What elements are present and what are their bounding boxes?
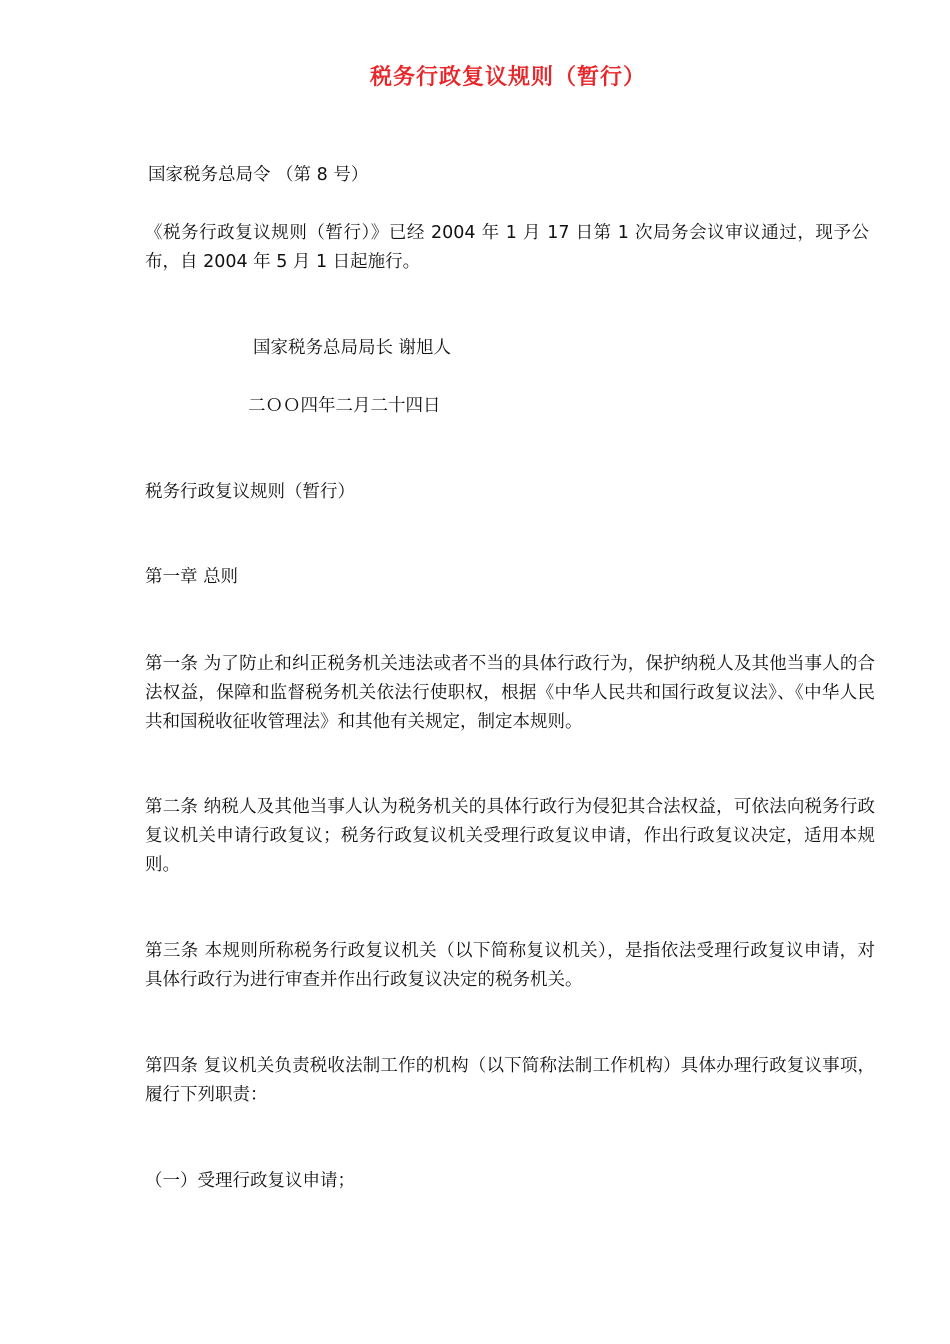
promulgation-paragraph: 《税务行政复议规则（暂行）》已经 2004 年 1 月 17 日第 1 次局务会议审议通过，现予公布，自 2004 年 5 月 1 日起施行。 (145, 223, 869, 272)
list-item-1: （一）受理行政复议申请； (145, 1171, 355, 1191)
article-3: 第三条 本规则所称税务行政复议机关（以下简称复议机关），是指依法受理行政复议申请，对具体行政行为进行审查并作出行政复议决定的税务机关。 (145, 941, 875, 990)
article-4: 第四条 复议机关负责税收法制工作的机构（以下简称法制工作机构）具体办理行政复议事项，履行下列职责： (145, 1056, 875, 1105)
article-2: 第二条 纳税人及其他当事人认为税务机关的具体行政行为侵犯其合法权益，可依法向税务行政复议机关申请行政复议；税务行政复议机关受理行政复议申请，作出行政复议决定，适用本规则。 (145, 797, 875, 875)
article-1: 第一条 为了防止和纠正税务机关违法或者不当的具体行政行为，保护纳税人及其他当事人的合法权益，保障和监督税务机关依法行使职权，根据《中华人民共和国行政复议法》、《中华人民共和国税收征收管理法》和其他有关规定，制定本规则。 (145, 654, 875, 732)
signing-date: 二ＯＯ四年二月二十四日 (248, 396, 441, 416)
signatory: 国家税务总局局长 谢旭人 (253, 338, 452, 358)
chapter-heading: 第一章 总则 (145, 567, 239, 587)
rules-title: 税务行政复议规则（暂行） (145, 482, 355, 502)
order-number: 国家税务总局令 （第 8 号） (148, 165, 369, 185)
document-title: 税务行政复议规则（暂行） (369, 65, 646, 90)
